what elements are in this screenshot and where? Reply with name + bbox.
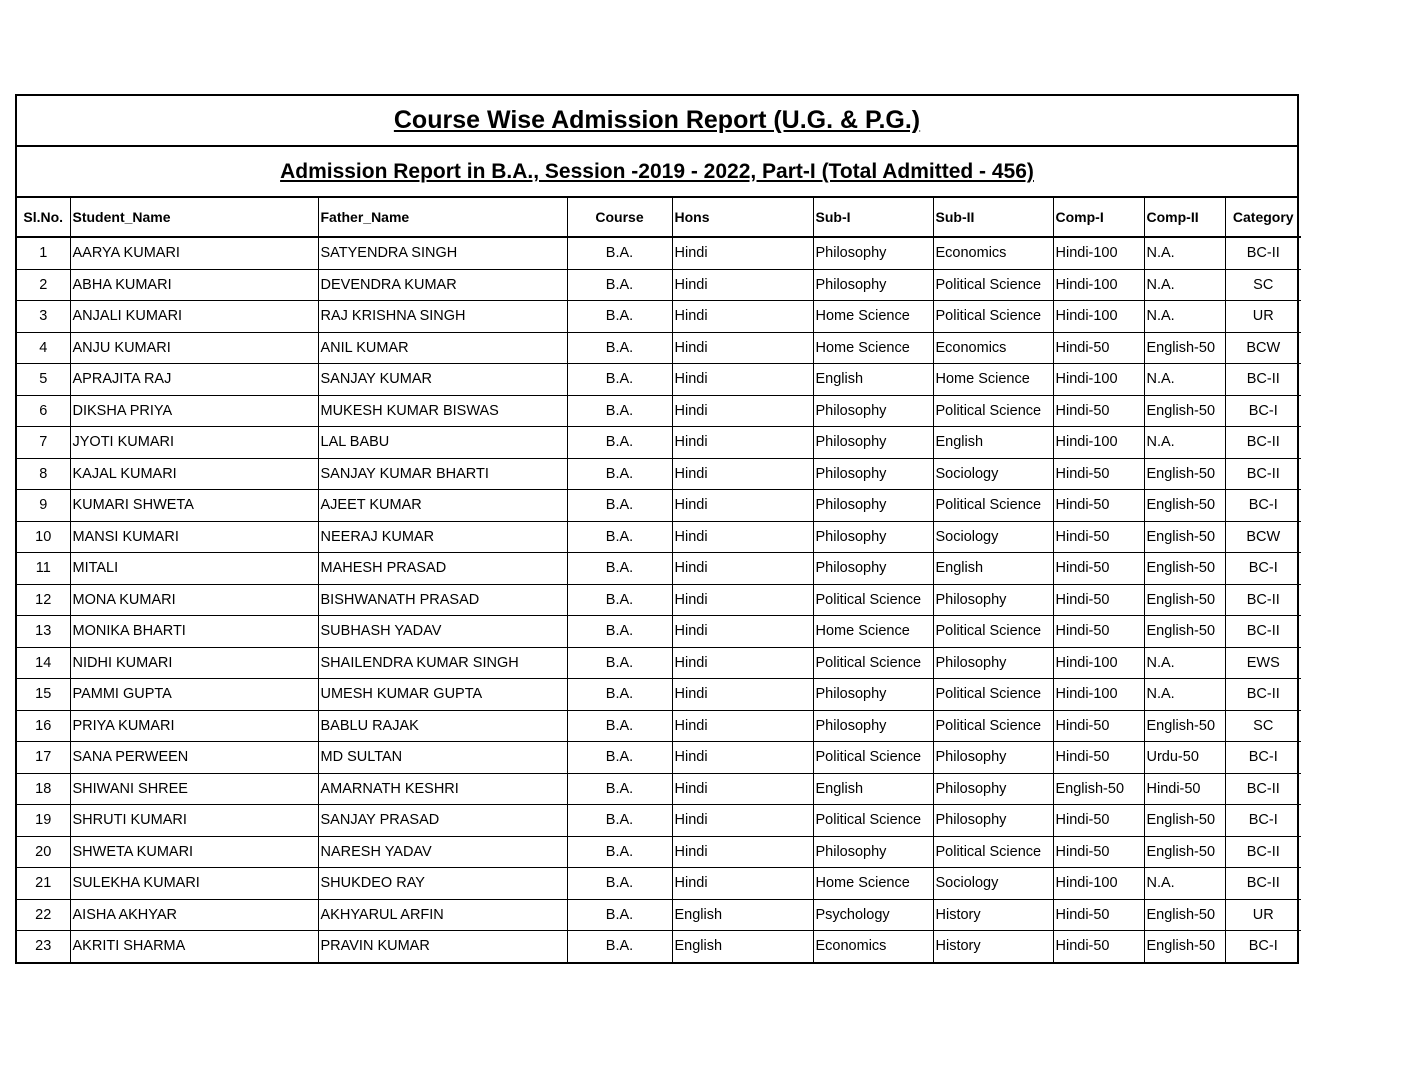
cell-comp-1: Hindi-50 (1053, 931, 1144, 962)
table-row (17, 269, 1301, 301)
table-row (17, 332, 1301, 364)
cell-father-name: DEVENDRA KUMAR (318, 269, 567, 301)
cell-sub-2: Philosophy (933, 742, 1053, 774)
cell-course: B.A. (567, 742, 672, 774)
cell-comp-1: Hindi-50 (1053, 395, 1144, 427)
cell-father-name: SHUKDEO RAY (318, 868, 567, 900)
cell-sub-1: Philosophy (813, 237, 933, 269)
cell-student-name: AISHA AKHYAR (70, 899, 318, 931)
cell-course: B.A. (567, 490, 672, 522)
cell-course: B.A. (567, 269, 672, 301)
cell-comp-2: English-50 (1144, 395, 1225, 427)
cell-student-name: DIKSHA PRIYA (70, 395, 318, 427)
cell-student-name: ANJU KUMARI (70, 332, 318, 364)
cell-father-name: BISHWANATH PRASAD (318, 584, 567, 616)
cell-category: BC-I (1225, 490, 1301, 522)
cell-father-name: UMESH KUMAR GUPTA (318, 679, 567, 711)
cell-sub-1: Philosophy (813, 269, 933, 301)
cell-father-name: NEERAJ KUMAR (318, 521, 567, 553)
cell-student-name: APRAJITA RAJ (70, 364, 318, 396)
table-row (17, 868, 1301, 900)
cell-sub-1: Philosophy (813, 458, 933, 490)
cell-hons: Hindi (672, 427, 813, 459)
header-sub-1: Sub-I (813, 198, 933, 237)
cell-father-name: SATYENDRA SINGH (318, 237, 567, 269)
cell-category: BC-II (1225, 773, 1301, 805)
cell-category: BC-I (1225, 742, 1301, 774)
table-row (17, 521, 1301, 553)
cell-category: BC-I (1225, 553, 1301, 585)
cell-comp-1: Hindi-100 (1053, 647, 1144, 679)
cell-course: B.A. (567, 427, 672, 459)
cell-father-name: AJEET KUMAR (318, 490, 567, 522)
cell-hons: Hindi (672, 332, 813, 364)
cell-father-name: NARESH YADAV (318, 836, 567, 868)
table-header-row (17, 198, 1301, 237)
cell-comp-2: N.A. (1144, 679, 1225, 711)
header-course: Course (567, 198, 672, 237)
cell-father-name: LAL BABU (318, 427, 567, 459)
cell-comp-1: Hindi-50 (1053, 805, 1144, 837)
cell-sl-no: 13 (17, 616, 70, 648)
cell-sub-2: Philosophy (933, 584, 1053, 616)
table-row (17, 395, 1301, 427)
header-student-name: Student_Name (70, 198, 318, 237)
cell-sl-no: 19 (17, 805, 70, 837)
admission-report (15, 94, 1299, 964)
cell-category: BC-II (1225, 616, 1301, 648)
cell-sl-no: 18 (17, 773, 70, 805)
cell-sub-1: Home Science (813, 332, 933, 364)
cell-course: B.A. (567, 679, 672, 711)
cell-sl-no: 17 (17, 742, 70, 774)
cell-comp-1: Hindi-100 (1053, 868, 1144, 900)
cell-sub-2: Economics (933, 237, 1053, 269)
cell-comp-2: English-50 (1144, 931, 1225, 962)
cell-comp-2: English-50 (1144, 899, 1225, 931)
cell-category: BC-I (1225, 805, 1301, 837)
cell-sub-1: Home Science (813, 301, 933, 333)
cell-comp-2: N.A. (1144, 301, 1225, 333)
cell-sl-no: 2 (17, 269, 70, 301)
cell-sub-2: History (933, 931, 1053, 962)
cell-category: UR (1225, 301, 1301, 333)
cell-comp-2: English-50 (1144, 836, 1225, 868)
cell-course: B.A. (567, 931, 672, 962)
cell-category: SC (1225, 710, 1301, 742)
cell-hons: English (672, 931, 813, 962)
header-father-name: Father_Name (318, 198, 567, 237)
cell-category: BC-II (1225, 364, 1301, 396)
cell-hons: Hindi (672, 710, 813, 742)
cell-hons: Hindi (672, 742, 813, 774)
cell-sub-1: Philosophy (813, 427, 933, 459)
cell-sub-1: English (813, 773, 933, 805)
cell-sl-no: 23 (17, 931, 70, 962)
cell-comp-2: English-50 (1144, 805, 1225, 837)
cell-comp-2: N.A. (1144, 647, 1225, 679)
admission-table (17, 198, 1301, 962)
cell-comp-1: Hindi-50 (1053, 458, 1144, 490)
cell-father-name: RAJ KRISHNA SINGH (318, 301, 567, 333)
cell-hons: Hindi (672, 647, 813, 679)
cell-course: B.A. (567, 332, 672, 364)
cell-comp-2: English-50 (1144, 553, 1225, 585)
cell-student-name: SANA PERWEEN (70, 742, 318, 774)
cell-hons: Hindi (672, 301, 813, 333)
report-subtitle-row (17, 147, 1297, 198)
table-row (17, 647, 1301, 679)
cell-sl-no: 15 (17, 679, 70, 711)
cell-sub-1: Political Science (813, 805, 933, 837)
cell-comp-2: Urdu-50 (1144, 742, 1225, 774)
cell-course: B.A. (567, 584, 672, 616)
cell-hons: Hindi (672, 458, 813, 490)
cell-comp-2: N.A. (1144, 868, 1225, 900)
cell-student-name: PAMMI GUPTA (70, 679, 318, 711)
cell-sub-1: Philosophy (813, 710, 933, 742)
cell-category: BC-II (1225, 237, 1301, 269)
cell-category: SC (1225, 269, 1301, 301)
table-row (17, 237, 1301, 269)
cell-sub-1: Home Science (813, 616, 933, 648)
cell-comp-2: N.A. (1144, 269, 1225, 301)
cell-sub-2: Political Science (933, 679, 1053, 711)
cell-father-name: PRAVIN KUMAR (318, 931, 567, 962)
cell-sub-2: English (933, 553, 1053, 585)
cell-course: B.A. (567, 553, 672, 585)
cell-sub-2: Sociology (933, 521, 1053, 553)
cell-comp-1: Hindi-50 (1053, 836, 1144, 868)
cell-comp-1: English-50 (1053, 773, 1144, 805)
cell-sub-2: History (933, 899, 1053, 931)
cell-comp-1: Hindi-100 (1053, 269, 1144, 301)
cell-sub-1: Psychology (813, 899, 933, 931)
table-row (17, 836, 1301, 868)
cell-sub-2: Political Science (933, 616, 1053, 648)
cell-hons: Hindi (672, 364, 813, 396)
cell-course: B.A. (567, 458, 672, 490)
cell-sl-no: 10 (17, 521, 70, 553)
cell-course: B.A. (567, 616, 672, 648)
cell-hons: English (672, 899, 813, 931)
cell-comp-1: Hindi-50 (1053, 584, 1144, 616)
cell-hons: Hindi (672, 521, 813, 553)
table-row (17, 301, 1301, 333)
cell-category: BC-II (1225, 836, 1301, 868)
cell-father-name: AKHYARUL ARFIN (318, 899, 567, 931)
cell-father-name: SHAILENDRA KUMAR SINGH (318, 647, 567, 679)
cell-category: BC-I (1225, 395, 1301, 427)
cell-father-name: SUBHASH YADAV (318, 616, 567, 648)
cell-course: B.A. (567, 836, 672, 868)
cell-category: BC-II (1225, 584, 1301, 616)
cell-father-name: AMARNATH KESHRI (318, 773, 567, 805)
table-row (17, 490, 1301, 522)
table-row (17, 805, 1301, 837)
cell-sub-2: Economics (933, 332, 1053, 364)
cell-comp-2: N.A. (1144, 237, 1225, 269)
cell-course: B.A. (567, 899, 672, 931)
cell-category: BCW (1225, 332, 1301, 364)
cell-hons: Hindi (672, 269, 813, 301)
table-row (17, 616, 1301, 648)
cell-student-name: MONIKA BHARTI (70, 616, 318, 648)
cell-sub-1: Philosophy (813, 521, 933, 553)
cell-student-name: KAJAL KUMARI (70, 458, 318, 490)
cell-student-name: ANJALI KUMARI (70, 301, 318, 333)
cell-category: BC-II (1225, 679, 1301, 711)
cell-category: EWS (1225, 647, 1301, 679)
cell-hons: Hindi (672, 836, 813, 868)
cell-comp-1: Hindi-50 (1053, 521, 1144, 553)
cell-category: BC-II (1225, 458, 1301, 490)
cell-category: BC-II (1225, 427, 1301, 459)
cell-sub-2: Philosophy (933, 773, 1053, 805)
cell-course: B.A. (567, 868, 672, 900)
table-row (17, 584, 1301, 616)
cell-sl-no: 8 (17, 458, 70, 490)
cell-father-name: MD SULTAN (318, 742, 567, 774)
header-sub-2: Sub-II (933, 198, 1053, 237)
report-title: Course Wise Admission Report (U.G. & P.G.) (393, 106, 921, 134)
header-comp-2: Comp-II (1144, 198, 1225, 237)
cell-student-name: NIDHI KUMARI (70, 647, 318, 679)
cell-father-name: MAHESH PRASAD (318, 553, 567, 585)
cell-course: B.A. (567, 805, 672, 837)
cell-course: B.A. (567, 773, 672, 805)
cell-sub-1: Political Science (813, 584, 933, 616)
cell-category: BC-II (1225, 868, 1301, 900)
cell-comp-2: Hindi-50 (1144, 773, 1225, 805)
cell-student-name: KUMARI SHWETA (70, 490, 318, 522)
cell-course: B.A. (567, 710, 672, 742)
cell-student-name: AARYA KUMARI (70, 237, 318, 269)
table-row (17, 679, 1301, 711)
cell-sl-no: 5 (17, 364, 70, 396)
cell-comp-1: Hindi-100 (1053, 427, 1144, 459)
header-category: Category (1225, 198, 1301, 237)
table-row (17, 458, 1301, 490)
cell-student-name: MONA KUMARI (70, 584, 318, 616)
cell-sub-2: English (933, 427, 1053, 459)
header-comp-1: Comp-I (1053, 198, 1144, 237)
cell-comp-2: N.A. (1144, 364, 1225, 396)
cell-father-name: SANJAY KUMAR (318, 364, 567, 396)
cell-sl-no: 1 (17, 237, 70, 269)
cell-sub-1: Philosophy (813, 679, 933, 711)
cell-hons: Hindi (672, 868, 813, 900)
cell-comp-1: Hindi-100 (1053, 364, 1144, 396)
cell-student-name: ABHA KUMARI (70, 269, 318, 301)
table-row (17, 427, 1301, 459)
cell-comp-1: Hindi-50 (1053, 710, 1144, 742)
cell-hons: Hindi (672, 490, 813, 522)
cell-comp-1: Hindi-100 (1053, 237, 1144, 269)
cell-father-name: SANJAY KUMAR BHARTI (318, 458, 567, 490)
cell-hons: Hindi (672, 679, 813, 711)
cell-hons: Hindi (672, 237, 813, 269)
cell-student-name: SULEKHA KUMARI (70, 868, 318, 900)
cell-course: B.A. (567, 237, 672, 269)
cell-sl-no: 3 (17, 301, 70, 333)
cell-sub-2: Home Science (933, 364, 1053, 396)
cell-sub-1: Home Science (813, 868, 933, 900)
cell-hons: Hindi (672, 584, 813, 616)
cell-sub-2: Political Science (933, 710, 1053, 742)
cell-sl-no: 11 (17, 553, 70, 585)
cell-hons: Hindi (672, 616, 813, 648)
cell-student-name: AKRITI SHARMA (70, 931, 318, 962)
cell-sub-2: Philosophy (933, 647, 1053, 679)
cell-sub-2: Political Science (933, 836, 1053, 868)
table-row (17, 931, 1301, 962)
cell-comp-2: English-50 (1144, 458, 1225, 490)
cell-sub-1: English (813, 364, 933, 396)
cell-sl-no: 21 (17, 868, 70, 900)
header-sl-no: Sl.No. (17, 198, 70, 237)
cell-comp-1: Hindi-50 (1053, 616, 1144, 648)
header-hons: Hons (672, 198, 813, 237)
cell-sub-1: Economics (813, 931, 933, 962)
cell-course: B.A. (567, 364, 672, 396)
cell-category: BCW (1225, 521, 1301, 553)
cell-father-name: ANIL KUMAR (318, 332, 567, 364)
cell-hons: Hindi (672, 805, 813, 837)
cell-student-name: MITALI (70, 553, 318, 585)
cell-sub-2: Political Science (933, 490, 1053, 522)
cell-sub-2: Political Science (933, 395, 1053, 427)
cell-student-name: JYOTI KUMARI (70, 427, 318, 459)
cell-sub-1: Philosophy (813, 553, 933, 585)
cell-sl-no: 9 (17, 490, 70, 522)
table-row (17, 773, 1301, 805)
report-subtitle: Admission Report in B.A., Session -2019 - 2022, Part-I (Total Admitted - 456) (280, 160, 1034, 183)
cell-sub-2: Political Science (933, 301, 1053, 333)
cell-student-name: PRIYA KUMARI (70, 710, 318, 742)
cell-sub-2: Sociology (933, 458, 1053, 490)
cell-comp-2: English-50 (1144, 616, 1225, 648)
table-row (17, 364, 1301, 396)
cell-sub-1: Philosophy (813, 490, 933, 522)
cell-sub-1: Political Science (813, 742, 933, 774)
table-row (17, 899, 1301, 931)
cell-category: BC-I (1225, 931, 1301, 962)
report-title-row (17, 96, 1297, 147)
cell-sl-no: 16 (17, 710, 70, 742)
cell-course: B.A. (567, 395, 672, 427)
cell-course: B.A. (567, 301, 672, 333)
cell-course: B.A. (567, 521, 672, 553)
cell-sub-1: Political Science (813, 647, 933, 679)
cell-student-name: SHWETA KUMARI (70, 836, 318, 868)
cell-sub-2: Philosophy (933, 805, 1053, 837)
cell-father-name: BABLU RAJAK (318, 710, 567, 742)
cell-sub-1: Philosophy (813, 395, 933, 427)
cell-hons: Hindi (672, 773, 813, 805)
cell-sl-no: 20 (17, 836, 70, 868)
cell-hons: Hindi (672, 553, 813, 585)
cell-student-name: MANSI KUMARI (70, 521, 318, 553)
cell-comp-2: English-50 (1144, 521, 1225, 553)
cell-hons: Hindi (672, 395, 813, 427)
cell-sl-no: 22 (17, 899, 70, 931)
cell-sub-2: Political Science (933, 269, 1053, 301)
cell-comp-2: N.A. (1144, 427, 1225, 459)
cell-sl-no: 14 (17, 647, 70, 679)
cell-father-name: MUKESH KUMAR BISWAS (318, 395, 567, 427)
cell-sl-no: 7 (17, 427, 70, 459)
cell-comp-2: English-50 (1144, 490, 1225, 522)
cell-sl-no: 6 (17, 395, 70, 427)
cell-comp-1: Hindi-50 (1053, 553, 1144, 585)
table-row (17, 553, 1301, 585)
cell-comp-1: Hindi-50 (1053, 332, 1144, 364)
cell-comp-1: Hindi-50 (1053, 742, 1144, 774)
table-body (17, 237, 1301, 962)
cell-sl-no: 12 (17, 584, 70, 616)
cell-student-name: SHRUTI KUMARI (70, 805, 318, 837)
cell-comp-1: Hindi-100 (1053, 301, 1144, 333)
cell-category: UR (1225, 899, 1301, 931)
cell-comp-2: English-50 (1144, 710, 1225, 742)
cell-comp-1: Hindi-50 (1053, 490, 1144, 522)
cell-student-name: SHIWANI SHREE (70, 773, 318, 805)
cell-comp-2: English-50 (1144, 332, 1225, 364)
cell-course: B.A. (567, 647, 672, 679)
table-row (17, 742, 1301, 774)
cell-comp-1: Hindi-50 (1053, 899, 1144, 931)
cell-sl-no: 4 (17, 332, 70, 364)
cell-father-name: SANJAY PRASAD (318, 805, 567, 837)
cell-sub-2: Sociology (933, 868, 1053, 900)
cell-comp-2: English-50 (1144, 584, 1225, 616)
table-row (17, 710, 1301, 742)
cell-sub-1: Philosophy (813, 836, 933, 868)
cell-comp-1: Hindi-100 (1053, 679, 1144, 711)
